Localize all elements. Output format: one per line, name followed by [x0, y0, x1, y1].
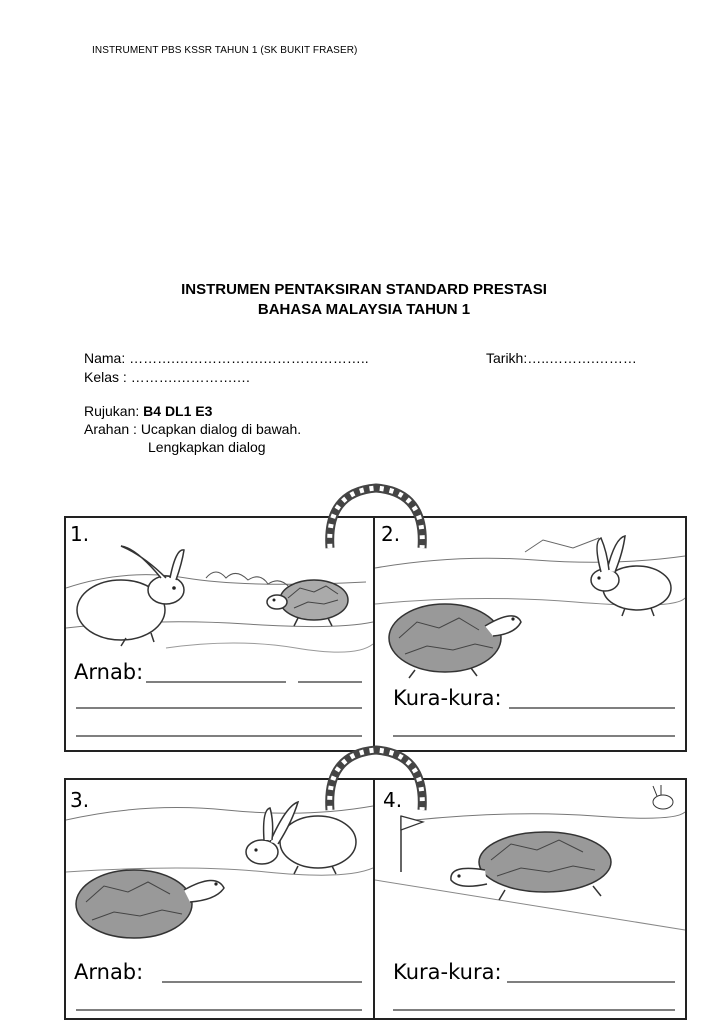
panel-4-number: 4. — [383, 788, 403, 812]
page-title: INSTRUMEN PENTAKSIRAN STANDARD PRESTASI — [181, 281, 547, 298]
page-subtitle: BAHASA MALAYSIA TAHUN 1 — [257, 301, 471, 318]
arahan-line1: Arahan : Ucapkan dialog di bawah. — [84, 421, 302, 437]
panel-1-label: Arnab: — [74, 660, 144, 684]
binder-ring-icon — [318, 478, 434, 554]
rujukan-label: Rujukan: — [84, 403, 144, 419]
nama-field[interactable]: Nama: ……….……………….………………….. — [84, 350, 369, 366]
kelas-field[interactable]: Kelas : ……….………….… — [84, 369, 251, 385]
panel-2-number: 2. — [381, 522, 401, 546]
panel-1-number: 1. — [70, 522, 90, 546]
running-header: INSTRUMENT PBS KSSR TAHUN 1 (SK BUKIT FRASER) — [92, 45, 358, 56]
panel-3-label: Arnab: — [74, 960, 144, 984]
rujukan-value: B4 DL1 E3 — [143, 403, 213, 419]
tarikh-field[interactable]: Tarikh:…..……….……… — [486, 350, 637, 366]
panel-3-number: 3. — [70, 788, 90, 812]
panel-2-label: Kura-kura: — [393, 686, 502, 710]
panel-4-label: Kura-kura: — [393, 960, 502, 984]
binder-ring-icon — [318, 740, 434, 816]
rujukan-line — [84, 403, 212, 419]
arahan-line2: Lengkapkan dialog — [148, 439, 266, 455]
